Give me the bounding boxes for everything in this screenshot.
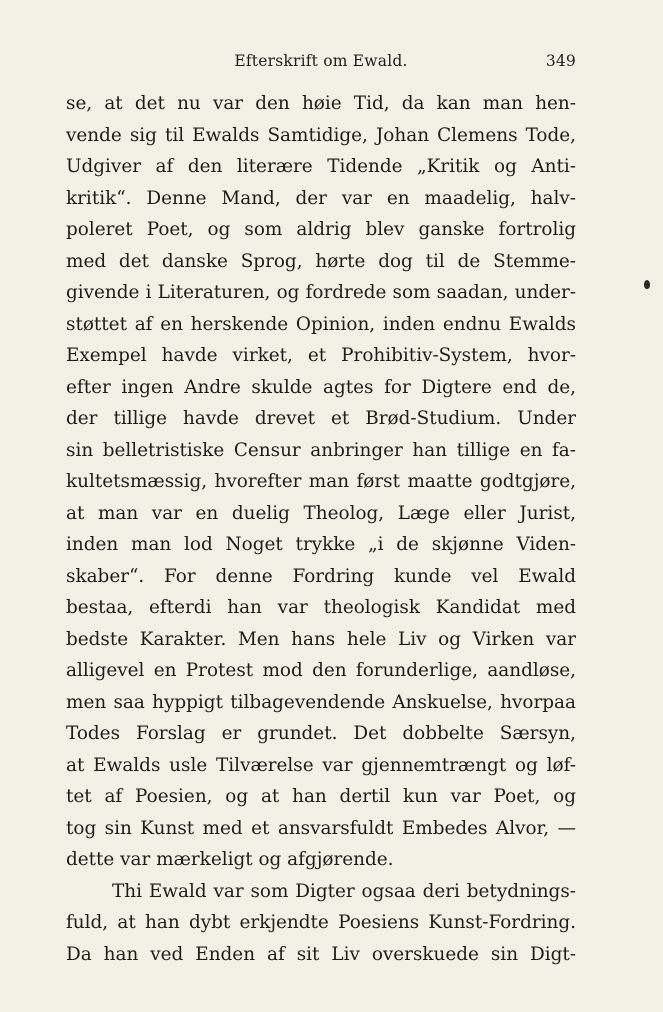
paragraph-first-line: Thi Ewald var som Digter ogsaa deri betydnings- <box>112 880 576 902</box>
text-line: skaber“. For denne Fordring kunde vel Ewald <box>66 565 576 587</box>
text-line: men saa hyppigt tilbagevendende Anskuelse, hvorpaa <box>66 691 576 713</box>
running-title: Efterskrift om Ewald. <box>234 52 408 70</box>
text-line: Exempel havde virket, et Prohibitiv-System, hvor- <box>66 345 576 366</box>
text-line: at Ewalds usle Tilværelse var gjennemtrængt og løf- <box>66 754 576 776</box>
text-line: vende sig til Ewalds Samtidige, Johan Clemens Tode, <box>66 124 576 146</box>
paragraph-end-line: dette var mærkeligt og afgjørende. <box>66 849 394 870</box>
text-line: kritik“. Denne Mand, der var en maadelig, halv- <box>66 187 576 209</box>
text-line: efter ingen Andre skulde agtes for Digtere end de, <box>66 376 576 398</box>
text-line: at man var en duelig Theolog, Læge eller Jurist, <box>66 502 576 524</box>
text-line: tet af Poesien, og at han dertil kun var Poet, og <box>66 786 576 807</box>
page-number: 349 <box>545 52 576 70</box>
text-line: med det danske Sprog, hørte dog til de Stemme- <box>66 250 576 272</box>
text-line: tog sin Kunst med et ansvarsfuldt Embedes Alvor, — <box>66 817 576 839</box>
text-line: poleret Poet, og som aldrig blev ganske fortrolig <box>66 219 576 240</box>
text-line: givende i Literaturen, og fordrede som saadan, under- <box>66 282 576 303</box>
text-line: Todes Forslag er grundet. Det dobbelte Særsyn, <box>66 723 576 744</box>
text-line: støttet af en herskende Opinion, inden endnu Ewalds <box>66 313 576 335</box>
text-line: fuld, at han dybt erkjendte Poesiens Kunst-Fordring. <box>66 912 576 933</box>
margin-ink-spot <box>644 280 650 289</box>
body-text <box>66 88 576 970</box>
text-line: se, at det nu var den høie Tid, da kan man hen- <box>66 93 576 114</box>
text-line: bedste Karakter. Men hans hele Liv og Virken var <box>66 628 576 650</box>
text-line: Da han ved Enden af sit Liv overskuede sin Digt- <box>66 943 576 965</box>
text-line: bestaa, efterdi han var theologisk Kandidat med <box>66 597 576 618</box>
text-line: kultetsmæssig, hvorefter man først maatte godtgjøre, <box>66 471 576 492</box>
text-line: inden man lod Noget trykke „i de skjønne Viden- <box>66 534 576 555</box>
running-head <box>66 52 576 72</box>
text-line: sin belletristiske Censur anbringer han tillige en fa- <box>66 439 576 461</box>
text-line: Udgiver af den literære Tidende „Kritik og Anti- <box>66 156 576 177</box>
text-line: alligevel en Protest mod den forunderlige, aandløse, <box>66 660 576 681</box>
text-line: der tillige havde drevet et Brød-Studium. Under <box>66 408 576 429</box>
